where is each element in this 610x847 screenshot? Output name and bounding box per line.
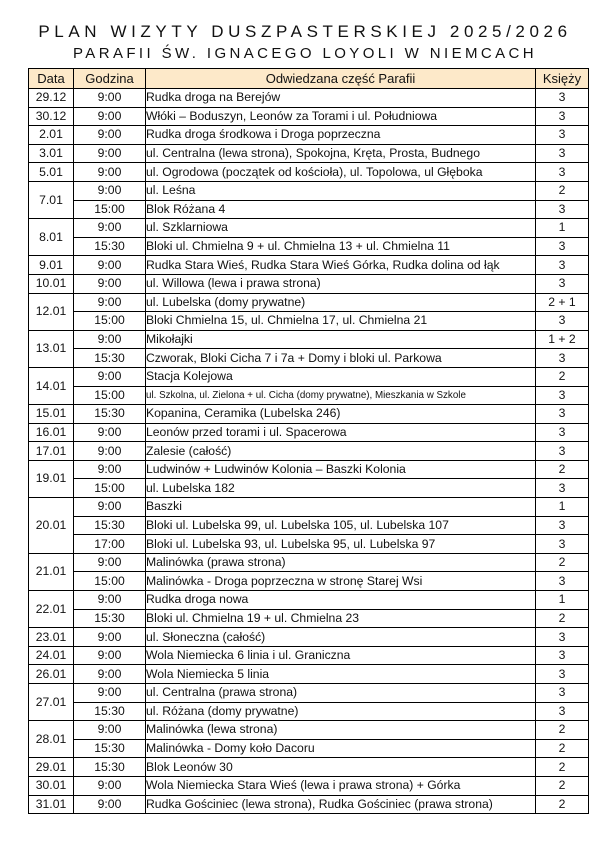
table-row [29,89,589,108]
priest-count-cell: 1 [536,219,589,238]
visit-time-cell: 9:00 [74,126,146,145]
table-row [29,498,589,517]
visit-time-cell: 15:30 [74,349,146,368]
priest-count-cell: 2 [536,739,589,758]
table-row [29,442,589,461]
visit-area-cell: ul. Centralna (lewa strona), Spokojna, Kręta, Prosta, Budnego [146,144,536,163]
visit-date-cell: 10.01 [29,274,74,293]
table-row [29,126,589,145]
table-row [29,423,589,442]
priest-count-cell: 2 [536,721,589,740]
visit-area-cell: Wola Niemiecka 5 linia [146,665,536,684]
visit-date-cell: 7.01 [29,181,74,218]
visit-time-cell: 9:00 [74,144,146,163]
visit-time-cell: 9:00 [74,665,146,684]
visit-area-cell: Stacja Kolejowa [146,367,536,386]
priest-count-cell: 1 [536,498,589,517]
visit-time-cell: 9:00 [74,330,146,349]
visit-area-cell: ul. Leśna [146,181,536,200]
visit-area-cell: Leonów przed torami i ul. Spacerowa [146,423,536,442]
visit-date-cell: 30.01 [29,776,74,795]
table-row [29,702,589,721]
visit-time-cell: 15:00 [74,312,146,331]
priest-count-cell: 3 [536,386,589,405]
visit-date-cell: 2.01 [29,126,74,145]
visit-time-cell: 9:00 [74,107,146,126]
visit-area-cell: Zalesie (całość) [146,442,536,461]
visit-date-cell: 12.01 [29,293,74,330]
visit-area-cell: Rudka droga nowa [146,591,536,610]
priest-count-cell: 3 [536,89,589,108]
priest-count-cell: 2 [536,367,589,386]
visit-area-cell: ul. Szkolna, ul. Zielona + ul. Cicha (domy prywatne), Mieszkania w Szkole [146,386,536,405]
column-header-date: Data [29,69,74,89]
table-row [29,535,589,554]
table-row [29,739,589,758]
priest-count-cell: 2 [536,460,589,479]
table-row [29,386,589,405]
table-row [29,460,589,479]
priest-count-cell: 3 [536,274,589,293]
table-row [29,237,589,256]
visit-area-cell: Blok Leonów 30 [146,758,536,777]
visit-time-cell: 9:00 [74,219,146,238]
visit-time-cell: 15:30 [74,237,146,256]
priest-count-cell: 3 [536,423,589,442]
visit-time-cell: 15:00 [74,386,146,405]
visit-area-cell: Ludwinów + Ludwinów Kolonia – Baszki Kolonia [146,460,536,479]
visit-date-cell: 20.01 [29,498,74,554]
visit-time-cell: 15:00 [74,200,146,219]
table-row [29,721,589,740]
table-row [29,219,589,238]
visit-time-cell: 9:00 [74,89,146,108]
priest-count-cell: 3 [536,572,589,591]
column-header-priests: Księży [536,69,589,89]
visit-date-cell: 19.01 [29,460,74,497]
visit-area-cell: ul. Różana (domy prywatne) [146,702,536,721]
priest-count-cell: 3 [536,200,589,219]
priest-count-cell: 3 [536,237,589,256]
priest-count-cell: 3 [536,628,589,647]
priest-count-cell: 3 [536,256,589,275]
priest-count-cell: 1 [536,591,589,610]
visit-area-cell: Wola Niemiecka 6 linia i ul. Graniczna [146,646,536,665]
priest-count-cell: 3 [536,479,589,498]
visit-time-cell: 17:00 [74,535,146,554]
visit-time-cell: 15:30 [74,758,146,777]
visit-date-cell: 22.01 [29,591,74,628]
visit-time-cell: 15:30 [74,702,146,721]
priest-count-cell: 3 [536,684,589,703]
visit-time-cell: 9:00 [74,591,146,610]
table-row [29,256,589,275]
priest-count-cell: 3 [536,516,589,535]
visit-time-cell: 9:00 [74,553,146,572]
visit-area-cell: Bloki ul. Chmielna 19 + ul. Chmielna 23 [146,609,536,628]
visit-time-cell: 9:00 [74,498,146,517]
priest-count-cell: 3 [536,126,589,145]
table-row [29,405,589,424]
visit-area-cell: Rudka droga na Berejów [146,89,536,108]
visit-time-cell: 15:30 [74,516,146,535]
visit-date-cell: 30.12 [29,107,74,126]
visit-area-cell: Malinówka - Domy koło Dacoru [146,739,536,758]
priest-count-cell: 1 + 2 [536,330,589,349]
visit-time-cell: 9:00 [74,274,146,293]
table-row [29,609,589,628]
visit-time-cell: 9:00 [74,646,146,665]
visit-area-cell: ul. Lubelska (domy prywatne) [146,293,536,312]
table-row [29,312,589,331]
visit-date-cell: 13.01 [29,330,74,367]
visit-area-cell: ul. Centralna (prawa strona) [146,684,536,703]
column-header-place: Odwiedzana część Parafii [146,69,536,89]
visit-time-cell: 9:00 [74,684,146,703]
priest-count-cell: 2 [536,609,589,628]
visit-area-cell: Malinówka (lewa strona) [146,721,536,740]
visit-date-cell: 26.01 [29,665,74,684]
priest-count-cell: 2 + 1 [536,293,589,312]
visit-area-cell: Mikołajki [146,330,536,349]
visit-date-cell: 31.01 [29,795,74,814]
visit-time-cell: 15:30 [74,405,146,424]
visit-date-cell: 29.12 [29,89,74,108]
visit-area-cell: Bloki ul. Lubelska 93, ul. Lubelska 95, ul. Lubelska 97 [146,535,536,554]
table-row [29,144,589,163]
priest-count-cell: 3 [536,535,589,554]
visit-area-cell: ul. Słoneczna (całość) [146,628,536,647]
table-body [29,89,589,814]
visit-area-cell: Włóki – Boduszyn, Leonów za Torami i ul. Południowa [146,107,536,126]
table-row [29,758,589,777]
visit-time-cell: 9:00 [74,776,146,795]
visit-area-cell: ul. Ogrodowa (początek od kościoła), ul. Topolowa, ul Głęboka [146,163,536,182]
visit-date-cell: 16.01 [29,423,74,442]
visit-area-cell: Malinówka (prawa strona) [146,553,536,572]
priest-count-cell: 3 [536,405,589,424]
visit-time-cell: 9:00 [74,163,146,182]
table-row [29,293,589,312]
visit-time-cell: 9:00 [74,367,146,386]
visit-time-cell: 15:00 [74,572,146,591]
visit-area-cell: Kopanina, Ceramika (Lubelska 246) [146,405,536,424]
table-row [29,553,589,572]
visit-date-cell: 24.01 [29,646,74,665]
priest-count-cell: 3 [536,107,589,126]
visit-area-cell: Blok Różana 4 [146,200,536,219]
visit-date-cell: 14.01 [29,367,74,404]
visit-time-cell: 9:00 [74,460,146,479]
visit-time-cell: 15:30 [74,609,146,628]
table-row [29,665,589,684]
table-row [29,795,589,814]
visit-time-cell: 9:00 [74,423,146,442]
table-row [29,274,589,293]
visit-time-cell: 9:00 [74,628,146,647]
visit-area-cell: Bloki ul. Lubelska 99, ul. Lubelska 105, ul. Lubelska 107 [146,516,536,535]
priest-count-cell: 2 [536,181,589,200]
priest-count-cell: 3 [536,312,589,331]
visit-date-cell: 9.01 [29,256,74,275]
visit-time-cell: 9:00 [74,293,146,312]
visit-time-cell: 15:30 [74,739,146,758]
visit-area-cell: ul. Szklarniowa [146,219,536,238]
visit-time-cell: 9:00 [74,256,146,275]
table-row [29,181,589,200]
visit-area-cell: Bloki ul. Chmielna 9 + ul. Chmielna 13 + ul. Chmielna 11 [146,237,536,256]
visit-time-cell: 9:00 [74,721,146,740]
priest-count-cell: 3 [536,702,589,721]
visit-area-cell: Czworak, Bloki Cicha 7 i 7a + Domy i bloki ul. Parkowa [146,349,536,368]
table-row [29,330,589,349]
visit-time-cell: 9:00 [74,795,146,814]
priest-count-cell: 3 [536,646,589,665]
table-row [29,646,589,665]
visit-area-cell: ul. Willowa (lewa i prawa strona) [146,274,536,293]
visit-schedule-table [28,68,589,814]
visit-date-cell: 23.01 [29,628,74,647]
priest-count-cell: 3 [536,144,589,163]
visit-time-cell: 9:00 [74,181,146,200]
table-row [29,628,589,647]
visit-date-cell: 5.01 [29,163,74,182]
visit-time-cell: 9:00 [74,442,146,461]
table-row [29,107,589,126]
visit-area-cell: Rudka Gościniec (lewa strona), Rudka Gościniec (prawa strona) [146,795,536,814]
visit-area-cell: Bloki Chmielna 15, ul. Chmielna 17, ul. Chmielna 21 [146,312,536,331]
document-subtitle: PARAFII ŚW. IGNACEGO LOYOLI W NIEMCACH [73,45,537,62]
visit-date-cell: 29.01 [29,758,74,777]
priest-count-cell: 3 [536,349,589,368]
visit-area-cell: Baszki [146,498,536,517]
table-row [29,591,589,610]
visit-date-cell: 28.01 [29,721,74,758]
visit-date-cell: 21.01 [29,553,74,590]
table-row [29,200,589,219]
visit-time-cell: 15:00 [74,479,146,498]
visit-area-cell: Rudka Stara Wieś, Rudka Stara Wieś Górka, Rudka dolina od łąk [146,256,536,275]
visit-area-cell: Wola Niemiecka Stara Wieś (lewa i prawa strona) + Górka [146,776,536,795]
priest-count-cell: 3 [536,442,589,461]
table-row [29,349,589,368]
priest-count-cell: 2 [536,553,589,572]
document-title: PLAN WIZYTY DUSZPASTERSKIEJ 2025/2026 [38,22,572,41]
visit-date-cell: 8.01 [29,219,74,256]
priest-count-cell: 3 [536,665,589,684]
visit-date-cell: 15.01 [29,405,74,424]
table-header-row [29,69,589,89]
visit-date-cell: 17.01 [29,442,74,461]
table-row [29,479,589,498]
visit-area-cell: Rudka droga środkowa i Droga poprzeczna [146,126,536,145]
table-row [29,776,589,795]
column-header-time: Godzina [74,69,146,89]
priest-count-cell: 2 [536,795,589,814]
visit-area-cell: Malinówka - Droga poprzeczna w stronę Starej Wsi [146,572,536,591]
visit-date-cell: 3.01 [29,144,74,163]
priest-count-cell: 2 [536,758,589,777]
table-row [29,516,589,535]
priest-count-cell: 3 [536,163,589,182]
table-row [29,572,589,591]
visit-date-cell: 27.01 [29,684,74,721]
table-row [29,367,589,386]
table-row [29,684,589,703]
priest-count-cell: 2 [536,776,589,795]
table-row [29,163,589,182]
visit-area-cell: ul. Lubelska 182 [146,479,536,498]
